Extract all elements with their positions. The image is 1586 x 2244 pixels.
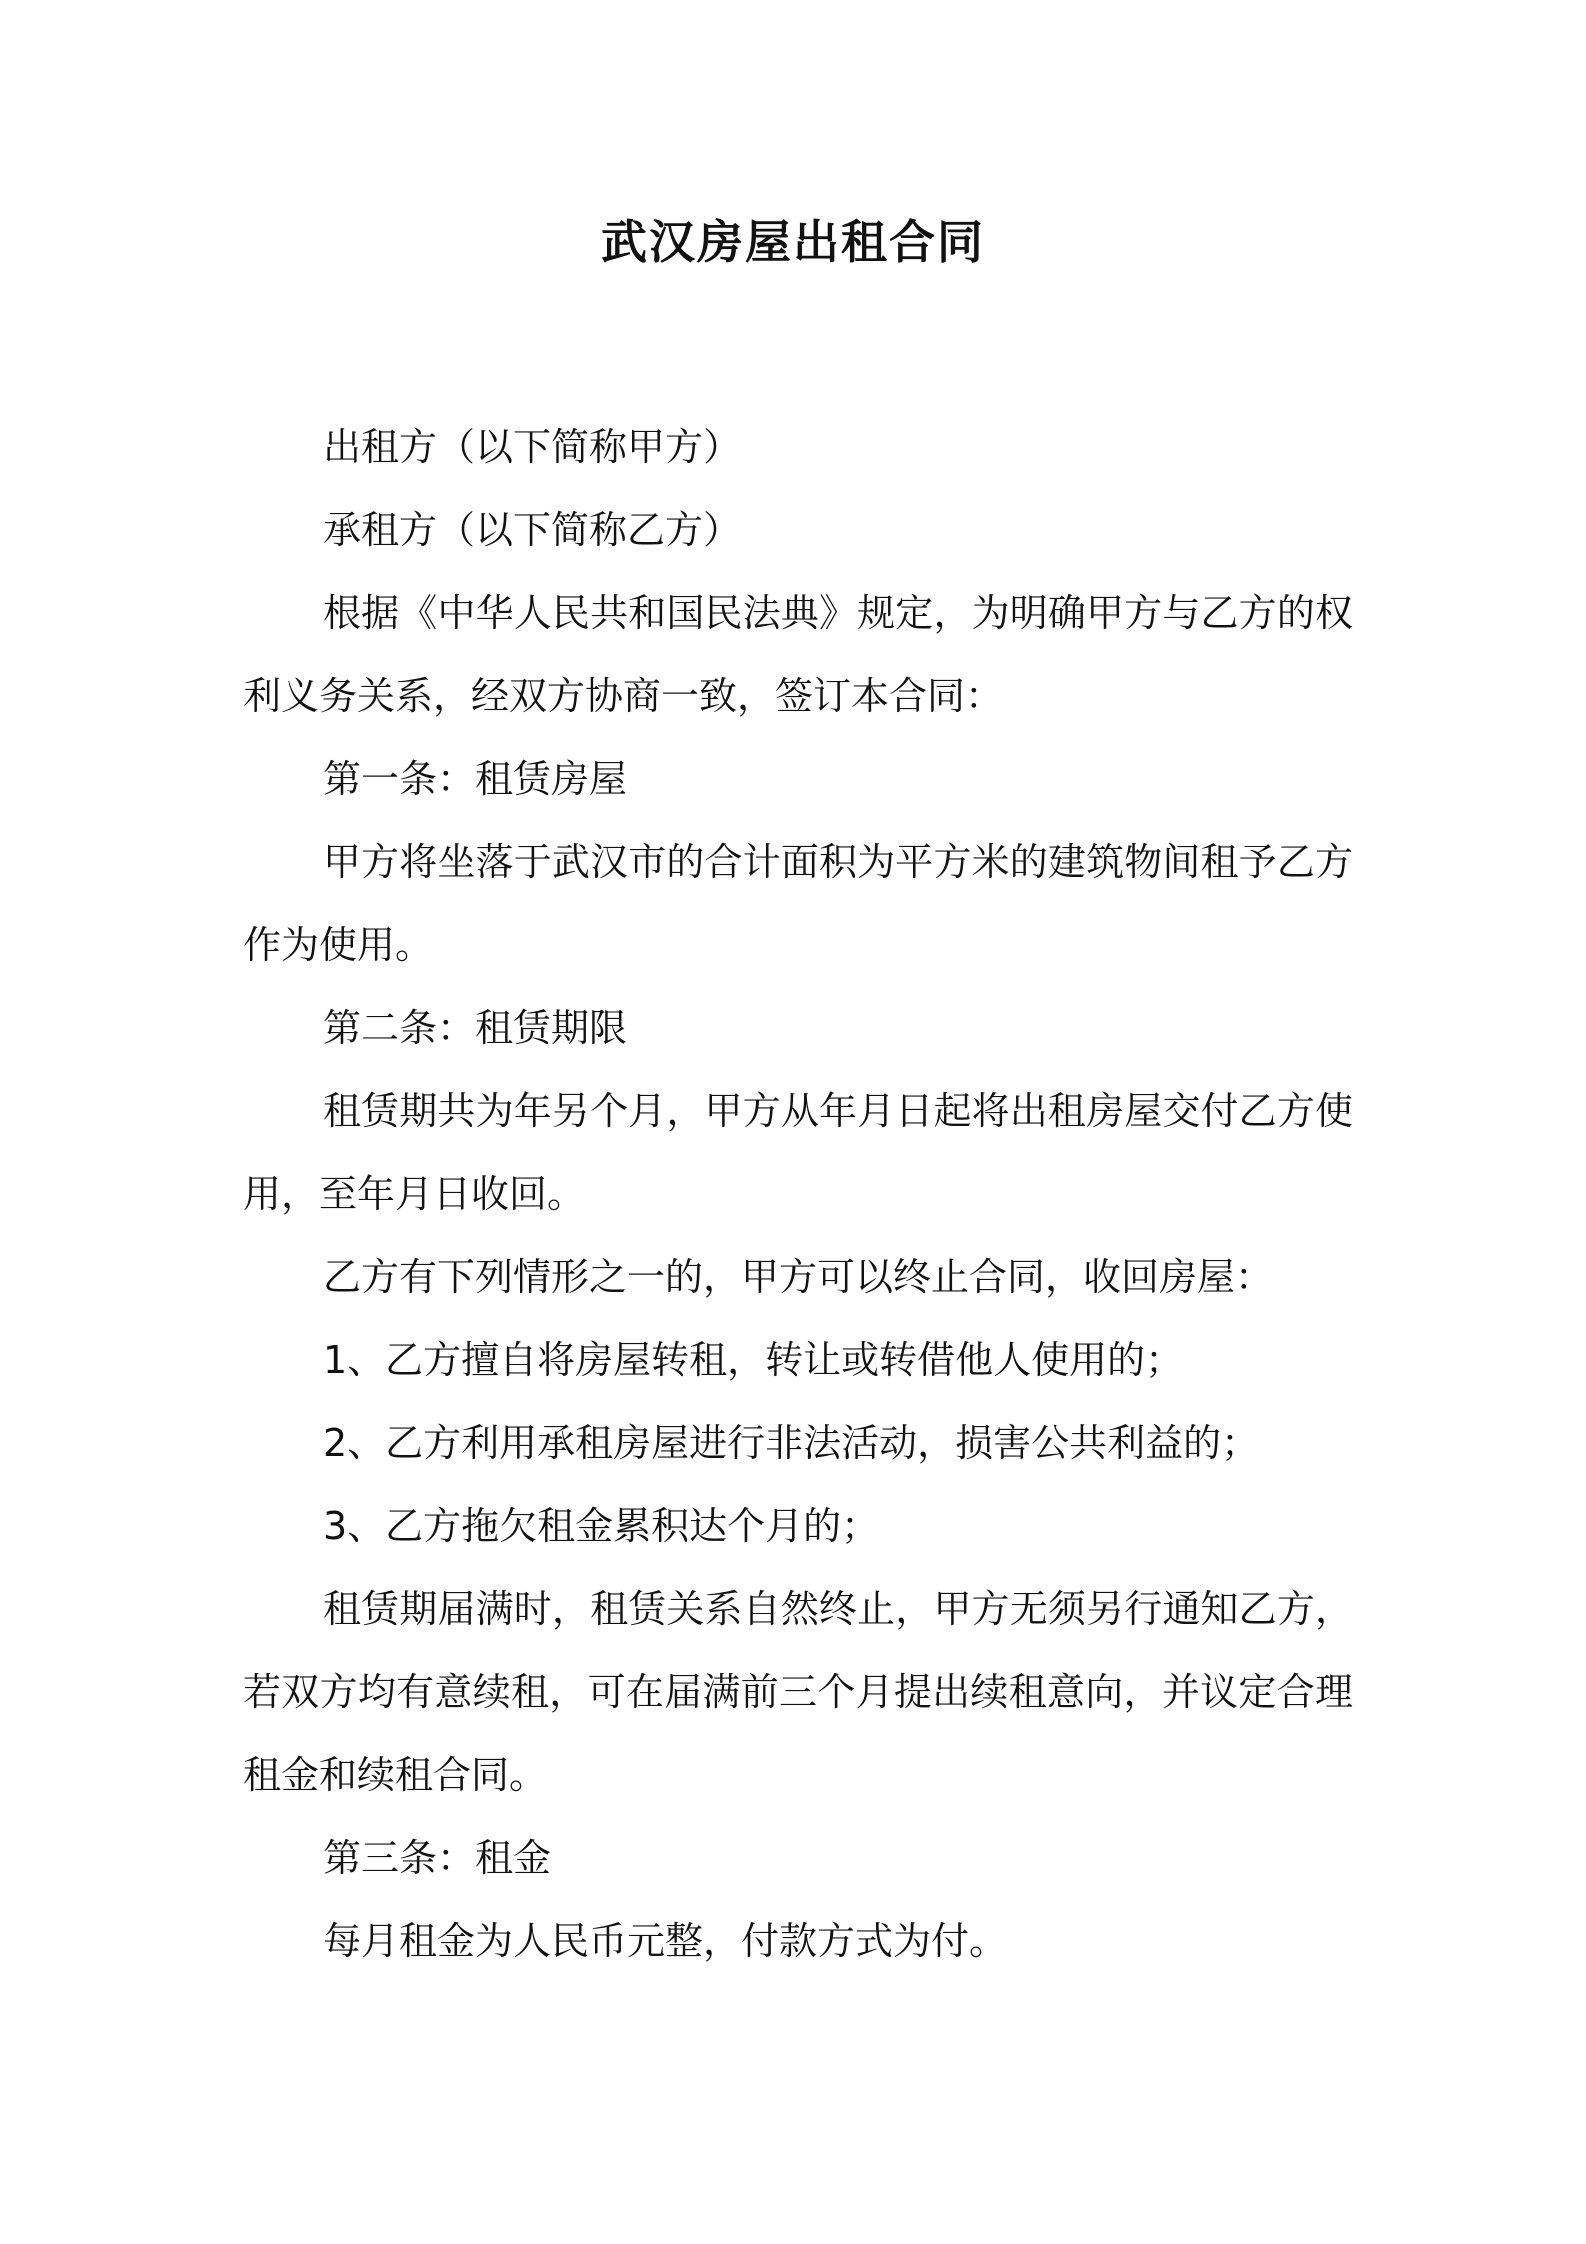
termination-intro: 乙方有下列情形之一的，甲方可以终止合同，收回房屋： <box>323 1255 1274 1299</box>
article-1-text: 甲方将坐落于武汉市的合计面积为平方米的建筑物间租予乙方作为使用。 <box>243 840 1353 967</box>
party-a-line: 出租方（以下简称甲方） <box>323 425 742 469</box>
party-b-line: 承租方（以下简称乙方） <box>323 508 742 552</box>
termination-item-2: 2、乙方利用承租房屋进行非法活动，损害公共利益的； <box>323 1421 1260 1465</box>
article-3-heading: 第三条：租金 <box>323 1836 552 1880</box>
preamble-paragraph: 根据《中华人民共和国民法典》规定，为明确甲方与乙方的权利义务关系，经双方协商一致，签订本合同： <box>243 591 1353 718</box>
termination-item-3: 3、乙方拖欠租金累积达个月的； <box>323 1504 880 1548</box>
document-title: 武汉房屋出租合同 <box>601 215 985 269</box>
article-1-heading: 第一条：租赁房屋 <box>323 757 628 801</box>
renewal-paragraph: 租赁期届满时，租赁关系自然终止，甲方无须另行通知乙方，若双方均有意续租，可在届满前三个月提出续租意向，并议定合理租金和续租合同。 <box>243 1587 1353 1797</box>
article-3-text: 每月租金为人民币元整，付款方式为付。 <box>323 1919 1008 1963</box>
article-2-heading: 第二条：租赁期限 <box>323 1006 628 1050</box>
termination-item-1: 1、乙方擅自将房屋转租，转让或转借他人使用的； <box>323 1338 1184 1382</box>
article-2-text: 租赁期共为年另个月，甲方从年月日起将出租房屋交付乙方使用，至年月日收回。 <box>243 1089 1353 1216</box>
document-body <box>243 406 1353 1983</box>
